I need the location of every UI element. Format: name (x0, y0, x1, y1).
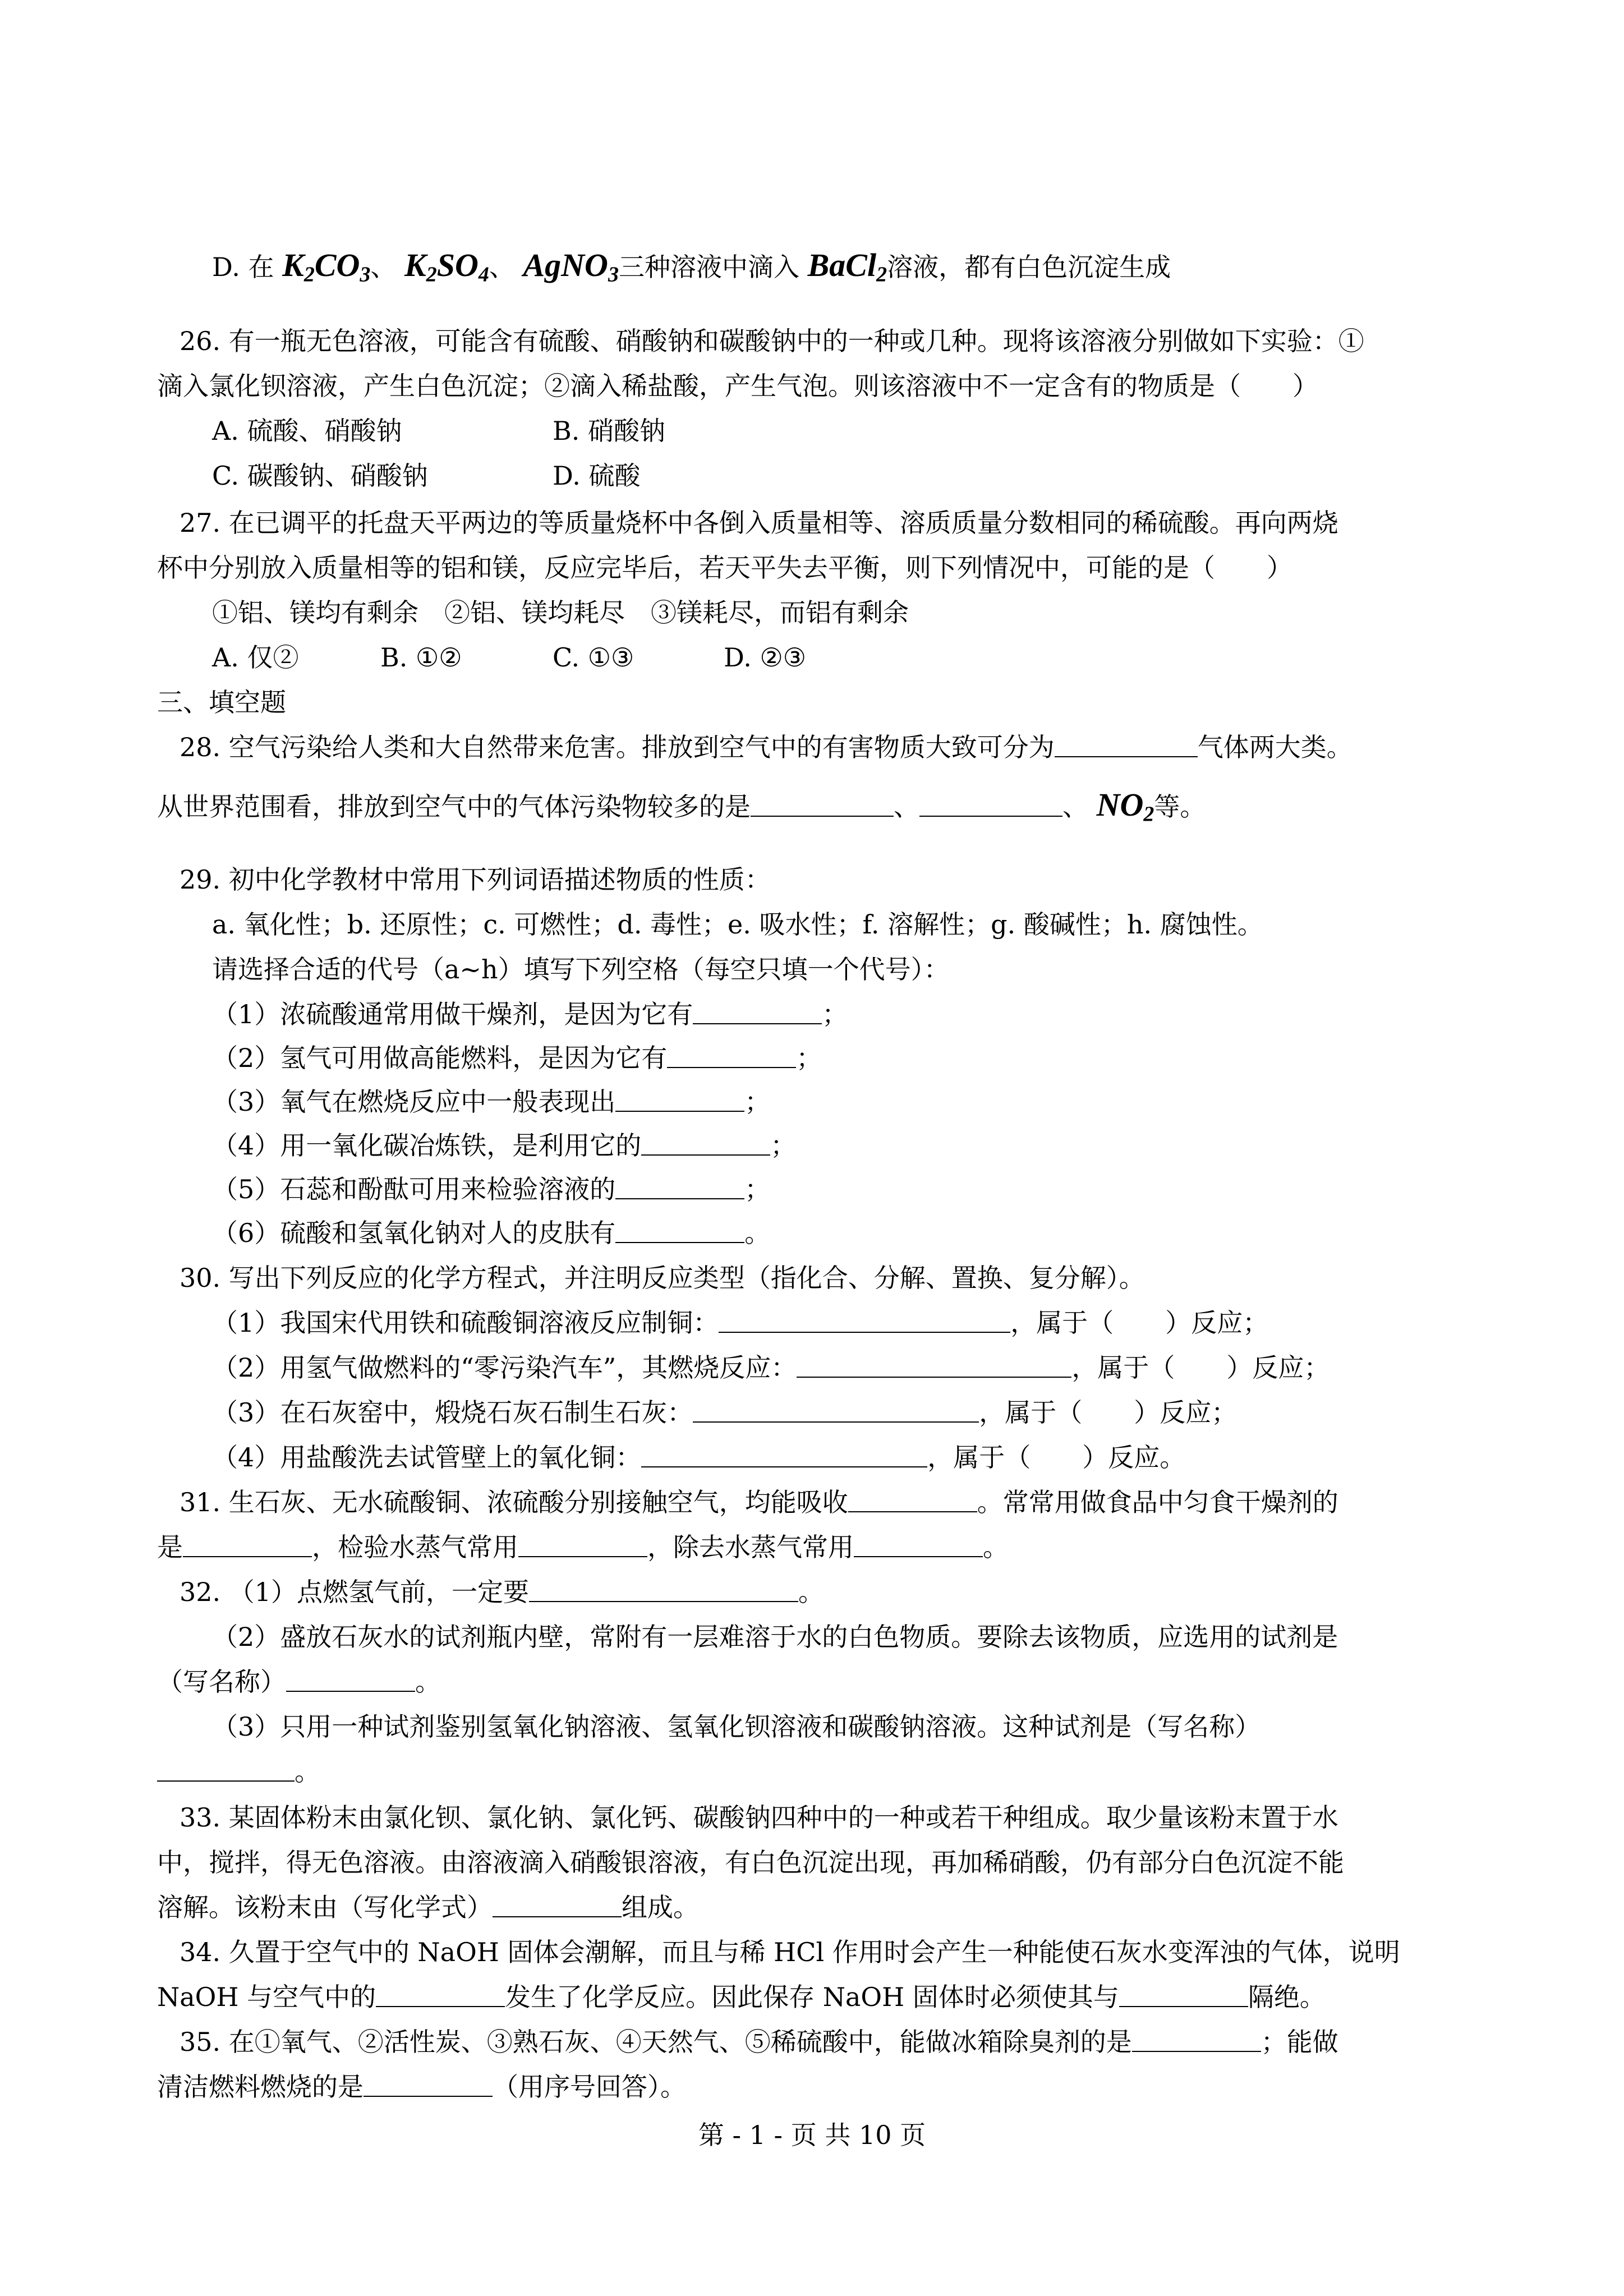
q31-line1: 31. 生石灰、无水硫酸铜、浓硫酸分别接触空气，均能吸收 。常常用做食品中匀食干燥剂的 (180, 1487, 1338, 1517)
q25-option-d: D. 在 $K_2CO_3$、 $K_2SO_4$、 AgNO$_3$三种溶液中滴入 BaCl$_2$溶液，都有白色沉淀生成 (212, 247, 1171, 287)
answer-blank[interactable] (183, 1533, 312, 1557)
q29-s5: （5）石蕊和酚酞可用来检验溶液的 ； (212, 1174, 771, 1204)
q29-s4: （4）用一氧化碳冶炼铁，是利用它的 ； (212, 1130, 797, 1161)
q26-option-d: D. 硫酸 (553, 461, 641, 491)
q27-option-b: B. ①② (380, 642, 462, 673)
q26-option-b: B. 硝酸钠 (553, 416, 666, 446)
q29-line2: a. 氧化性；b. 还原性；c. 可燃性；d. 毒性；e. 吸水性；f. 溶解性；g. 酸碱性；h. 腐蚀性。 (212, 909, 1263, 940)
q26-line1: 26. 有一瓶无色溶液，可能含有硫酸、硝酸钠和碳酸钠中的一种或几种。现将该溶液分别做如下实验：① (180, 326, 1364, 356)
answer-blank[interactable] (1119, 1983, 1248, 2007)
q29-s3: （3）氧气在燃烧反应中一般表现出 ； (212, 1087, 771, 1117)
q30-s1: （1）我国宋代用铁和硫酸铜溶液反应制铜： ，属于（ ）反应； (212, 1308, 1269, 1338)
formula-k2so4: $K_2SO_4$ (404, 247, 489, 287)
answer-blank[interactable] (529, 1578, 798, 1602)
answer-blank[interactable] (641, 1443, 927, 1467)
q35-line2: 清洁燃料燃烧的是 （用序号回答）。 (157, 2072, 686, 2102)
answer-blank[interactable] (719, 1309, 1010, 1333)
q32-line5: 。 (157, 1757, 320, 1787)
q34-line2: NaOH 与空气中的 发生了化学反应。因此保存 NaOH 固体时必须使其与 隔绝。 (157, 1982, 1326, 2012)
section-heading: 三、填空题 (157, 687, 286, 717)
q30-s4: （4）用盐酸洗去试管壁上的氧化铜： ，属于（ ）反应。 (212, 1442, 1186, 1473)
answer-blank[interactable] (376, 1983, 505, 2007)
answer-blank[interactable] (641, 1131, 770, 1156)
q30-line1: 30. 写出下列反应的化学方程式，并注明反应类型（指化合、分解、置换、复分解）。 (180, 1263, 1145, 1293)
q27-option-c: C. ①③ (553, 642, 634, 673)
q26-line2: 滴入氯化钡溶液，产生白色沉淀；②滴入稀盐酸，产生气泡。则该溶液中不一定含有的物质是（ ） (157, 371, 1318, 401)
answer-blank[interactable] (848, 1488, 977, 1512)
answer-blank[interactable] (667, 1044, 796, 1068)
q29-line3: 请选择合适的代号（a~h）填写下列空格（每空只填一个代号）： (212, 954, 950, 984)
q27-conditions: ①铝、镁均有剩余 ②铝、镁均耗尽 ③镁耗尽，而铝有剩余 (212, 597, 909, 628)
q31-line2: 是 ，检验水蒸气常用 ，除去水蒸气常用 。 (157, 1532, 1009, 1562)
q35-line1: 35. 在①氧气、②活性炭、③熟石灰、④天然气、⑤稀硫酸中，能做冰箱除臭剂的是 ；能做 (180, 2027, 1338, 2057)
formula-k2co3: $K_2CO_3$ (282, 247, 371, 287)
q27-line2: 杯中分别放入质量相等的铝和镁，反应完毕后，若天平失去平衡，则下列情况中，可能的是（ ） (157, 553, 1292, 583)
answer-blank[interactable] (615, 1219, 744, 1243)
q28-line2: 从世界范围看，排放到空气中的气体污染物较多的是 、 、 $NO_2$等。 (157, 786, 1206, 826)
answer-blank[interactable] (157, 1757, 295, 1782)
answer-blank[interactable] (693, 1398, 979, 1423)
answer-blank[interactable] (615, 1175, 744, 1199)
answer-blank[interactable] (1055, 733, 1198, 757)
q30-s2: （2）用氢气做燃料的“零污染汽车”，其燃烧反应： ，属于（ ）反应； (212, 1352, 1330, 1383)
answer-blank[interactable] (751, 793, 894, 817)
q27-line1: 27. 在已调平的托盘天平两边的等质量烧杯中各倒入质量相等、溶质质量分数相同的稀硫酸。再向两烧 (180, 508, 1338, 538)
q33-line2: 中，搅拌，得无色溶液。由溶液滴入硝酸银溶液，有白色沉淀出现，再加稀硝酸，仍有部分白色沉淀不能 (157, 1847, 1344, 1878)
q30-s3: （3）在石灰窑中，煅烧石灰石制生石灰： ，属于（ ）反应； (212, 1397, 1237, 1428)
answer-blank[interactable] (286, 1668, 415, 1692)
q27-option-a: A. 仅② (212, 642, 299, 673)
q29-s2: （2）氢气可用做高能燃料，是因为它有 ； (212, 1043, 822, 1073)
q29-s1: （1）浓硫酸通常用做干燥剂，是因为它有 ； (212, 999, 848, 1029)
answer-blank[interactable] (1132, 2028, 1261, 2052)
q32-line1: 32. （1）点燃氢气前，一定要 。 (180, 1577, 825, 1607)
q29-s6: （6）硫酸和氢氧化钠对人的皮肤有 。 (212, 1218, 771, 1248)
formula-agno3: AgNO$_3$ (523, 247, 619, 287)
q26-option-a: A. 硫酸、硝酸钠 (212, 416, 402, 446)
q27-option-d: D. ②③ (724, 642, 806, 673)
q26-option-c: C. 碳酸钠、硝酸钠 (212, 461, 428, 491)
answer-blank[interactable] (615, 1088, 744, 1112)
q33-line3: 溶解。该粉末由（写化学式） 组成。 (157, 1892, 699, 1922)
answer-blank[interactable] (854, 1533, 983, 1557)
q29-line1: 29. 初中化学教材中常用下列词语描述物质的性质： (180, 864, 771, 895)
page-footer: 第 - 1 - 页 共 10 页 (698, 2120, 926, 2150)
answer-blank[interactable] (493, 1893, 622, 1917)
answer-blank[interactable] (364, 2073, 493, 2097)
q32-line4: （3）只用一种试剂鉴别氢氧化钠溶液、氢氧化钡溶液和碳酸钠溶液。这种试剂是（写名称） (212, 1711, 1261, 1742)
formula-no2: $NO_2$ (1096, 786, 1154, 826)
q33-line1: 33. 某固体粉末由氯化钡、氯化钠、氯化钙、碳酸钠四种中的一种或若干种组成。取少量该粉末置于水 (180, 1802, 1338, 1833)
answer-blank[interactable] (518, 1533, 647, 1557)
q34-line1: 34. 久置于空气中的 NaOH 固体会潮解，而且与稀 HCl 作用时会产生一种能使石灰水变浑浊的气体，说明 (180, 1937, 1400, 1967)
q28-line1: 28. 空气污染给人类和大自然带来危害。排放到空气中的有害物质大致可分为 气体两大类。 (180, 732, 1352, 762)
q32-line2: （2）盛放石灰水的试剂瓶内壁，常附有一层难溶于水的白色物质。要除去该物质，应选用的试剂是 (212, 1622, 1338, 1652)
answer-blank[interactable] (919, 793, 1062, 817)
q32-line3: （写名称） 。 (157, 1667, 441, 1697)
answer-blank[interactable] (693, 1000, 822, 1024)
answer-blank[interactable] (797, 1354, 1071, 1378)
formula-bacl2: BaCl$_2$ (807, 247, 887, 287)
